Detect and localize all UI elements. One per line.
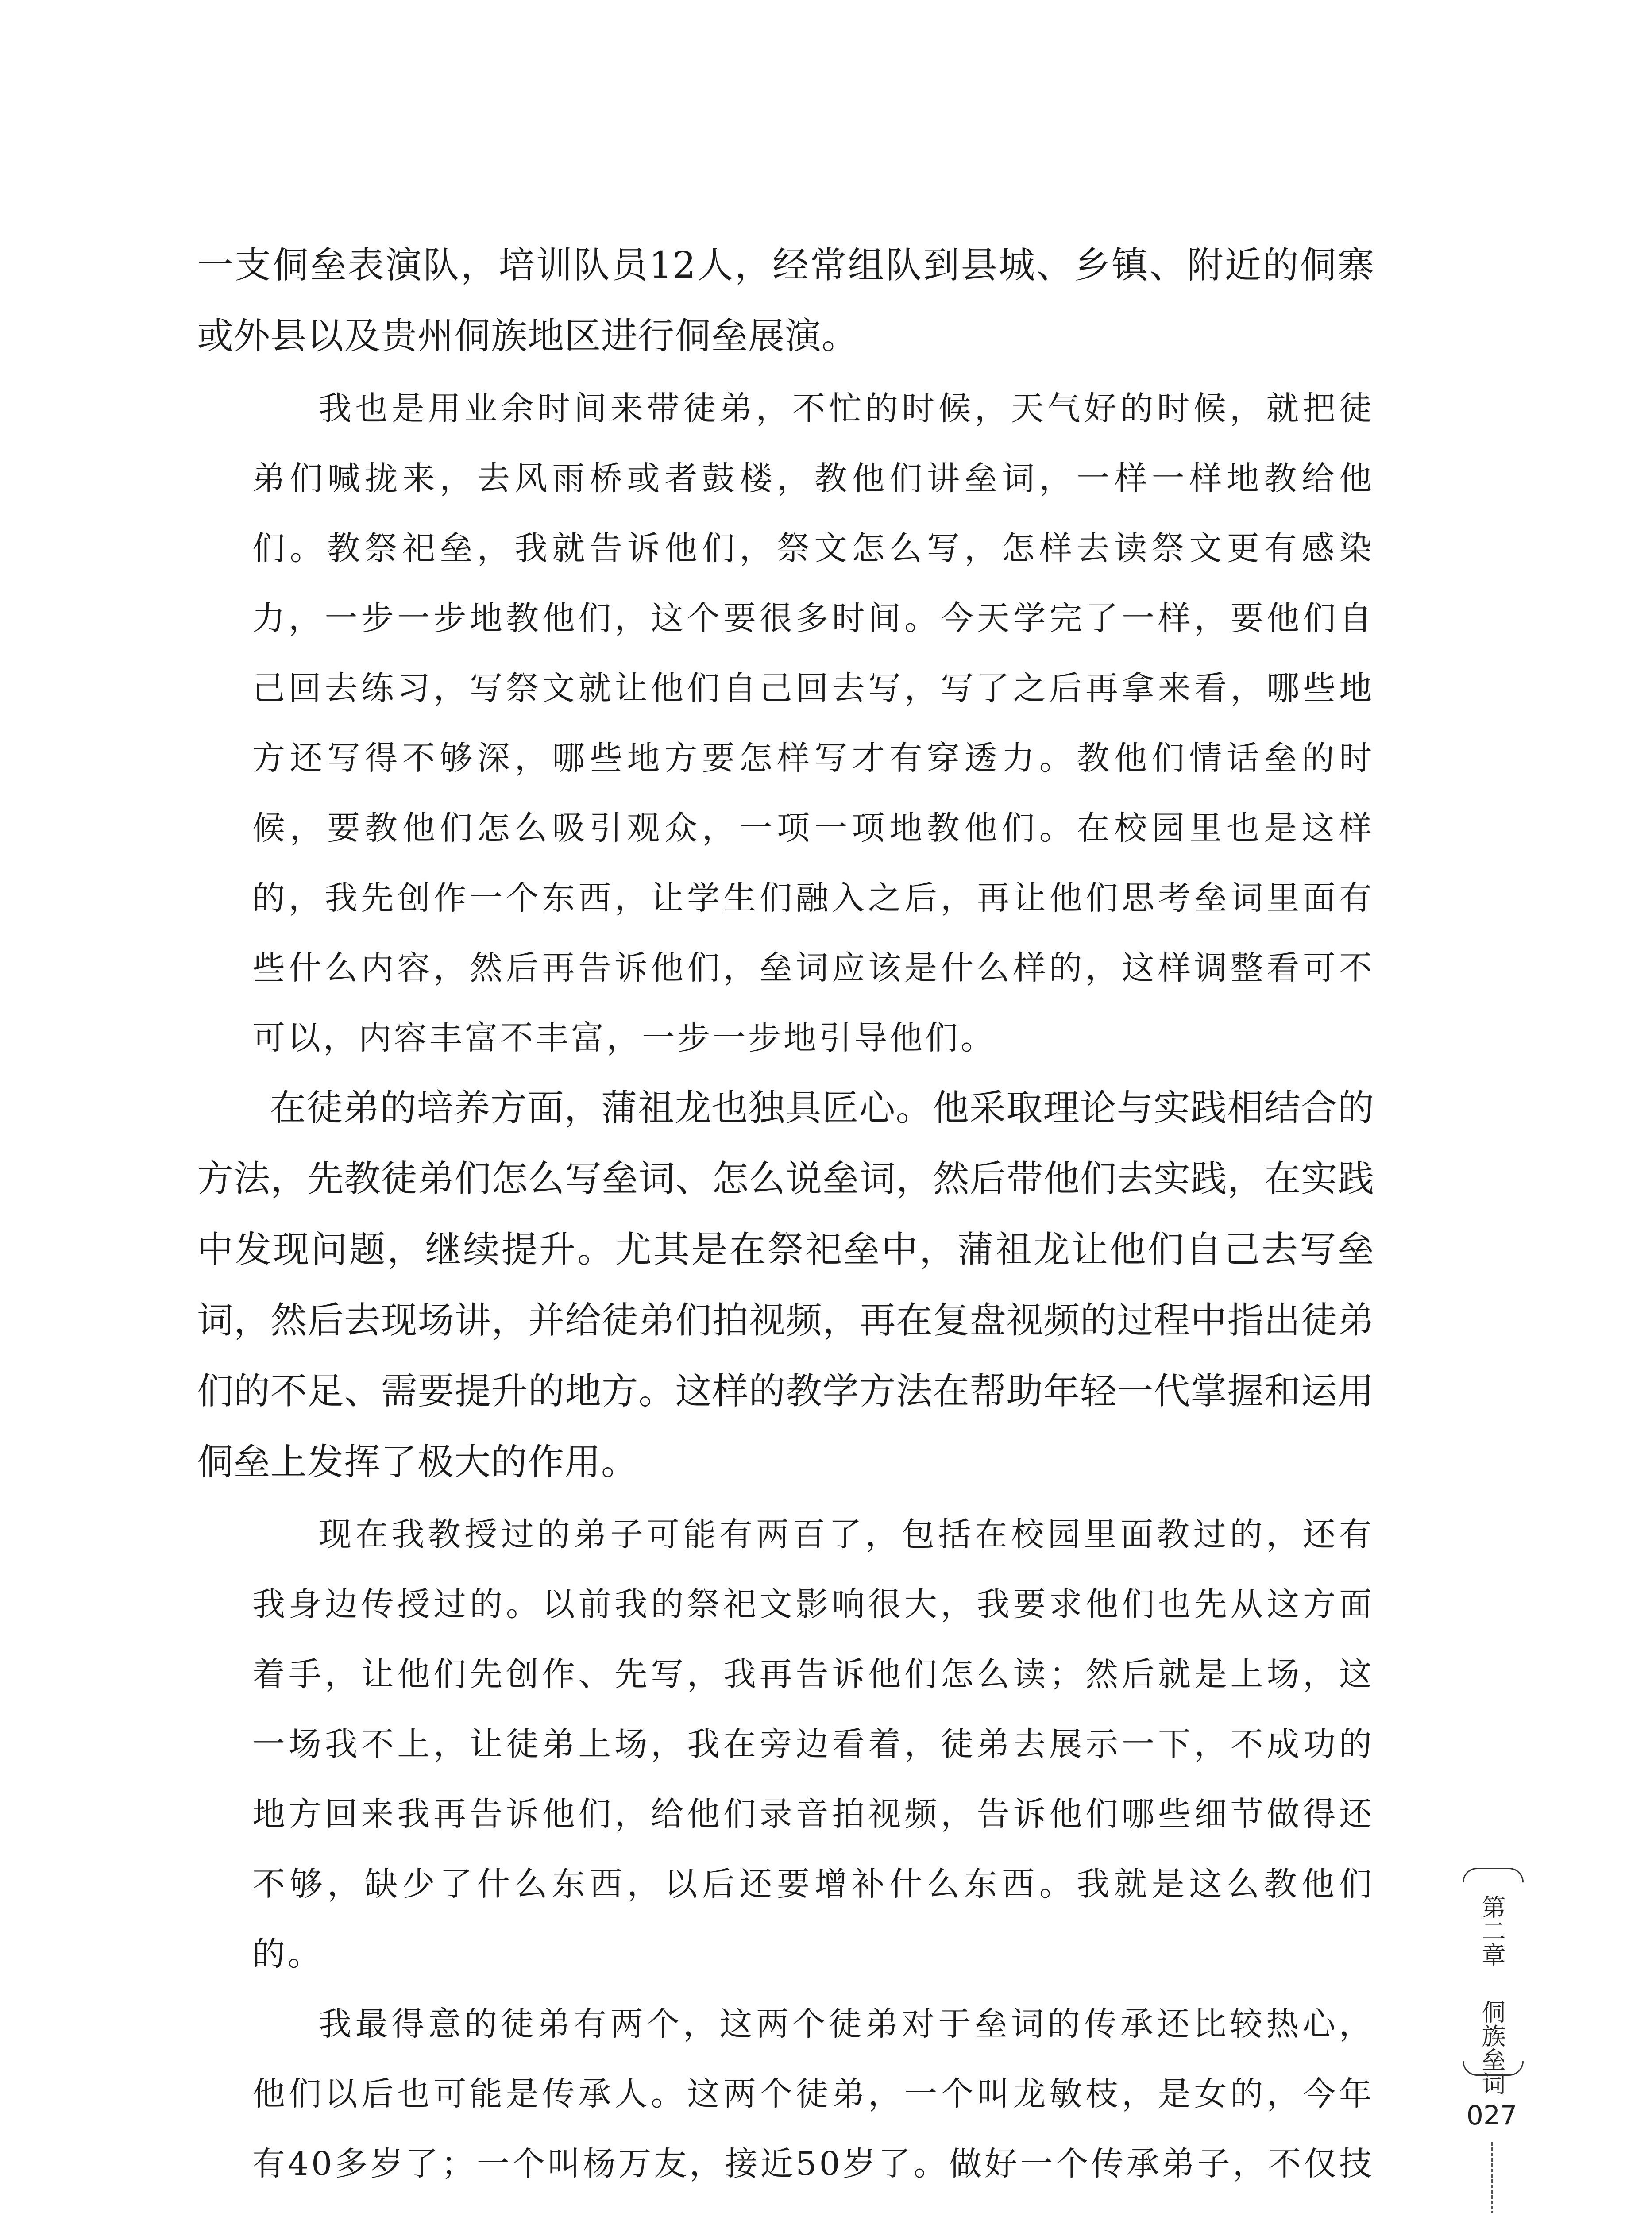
page-number: 027 [1466,2100,1517,2131]
dashed-margin-line [1491,2142,1493,2213]
bracket-bottom-decoration [1463,2061,1524,2076]
body-text [197,230,1374,2213]
topic-label: 侗族垒词 [1478,2000,1506,2095]
bracket-top-decoration [1463,1868,1524,1882]
paragraph-continued: 一支侗垒表演队，培训队员12人，经常组队到县城、乡镇、附近的侗寨或外县以及贵州侗族地区进行侗垒展演。 [197,244,1374,357]
paragraph: 在徒弟的培养方面，蒲祖龙也独具匠心。他采取理论与实践相结合的方法，先教徒弟们怎么写垒词、怎么说垒词，然后带他们去实践，在实践中发现问题，继续提升。尤其是在祭祀垒中，蒲祖龙让他们自己去写垒词，然后去现场讲，并给徒弟们拍视频，再在复盘视频的过程中指出徒弟们的不足、需要提升的地方。这样的教学方法在帮助年轻一代掌握和运用侗垒上发挥了极大的作用。 [197,1087,1374,1483]
chapter-side-label [1456,1868,1527,2095]
quote-paragraph: 我最得意的徒弟有两个，这两个徒弟对于垒词的传承还比较热心，他们以后也可能是传承人。这两个徒弟，一个叫龙敏枝，是女的，今年有40多岁了；一个叫杨万友，接近50岁了。做好一个传承弟子，不仅技 [252,2005,1374,2183]
chapter-label: 第二章 [1478,1895,1506,1966]
quote-paragraph: 现在我教授过的弟子可能有两百了，包括在校园里面教过的，还有我身边传授过的。以前我的祭祀文影响很大，我要求他们也先从这方面着手，让他们先创作、先写，我再告诉他们怎么读；然后就是上场，这一场我不上，让徒弟上场，我在旁边看着，徒弟去展示一下，不成功的地方回来我再告诉他们，给他们录音拍视频，告诉他们哪些细节做得还不够，缺少了什么东西，以后还要增补什么东西。我就是这么教他们的。 [252,1515,1374,1973]
quote-paragraph: 我也是用业余时间来带徒弟，不忙的时候，天气好的时候，就把徒弟们喊拢来，去风雨桥或者鼓楼，教他们讲垒词，一样一样地教给他们。教祭祀垒，我就告诉他们，祭文怎么写，怎样去读祭文更有感染力，一步一步地教他们，这个要很多时间。今天学完了一样，要他们自己回去练习，写祭文就让他们自己回去写，写了之后再拿来看，哪些地方还写得不够深，哪些地方要怎样写才有穿透力。教他们情话垒的时候，要教他们怎么吸引观众，一项一项地教他们。在校园里也是这样的，我先创作一个东西，让学生们融入之后，再让他们思考垒词里面有些什么内容，然后再告诉他们，垒词应该是什么样的，这样调整看可不可以，内容丰富不丰富，一步一步地引导他们。 [252,389,1374,1057]
